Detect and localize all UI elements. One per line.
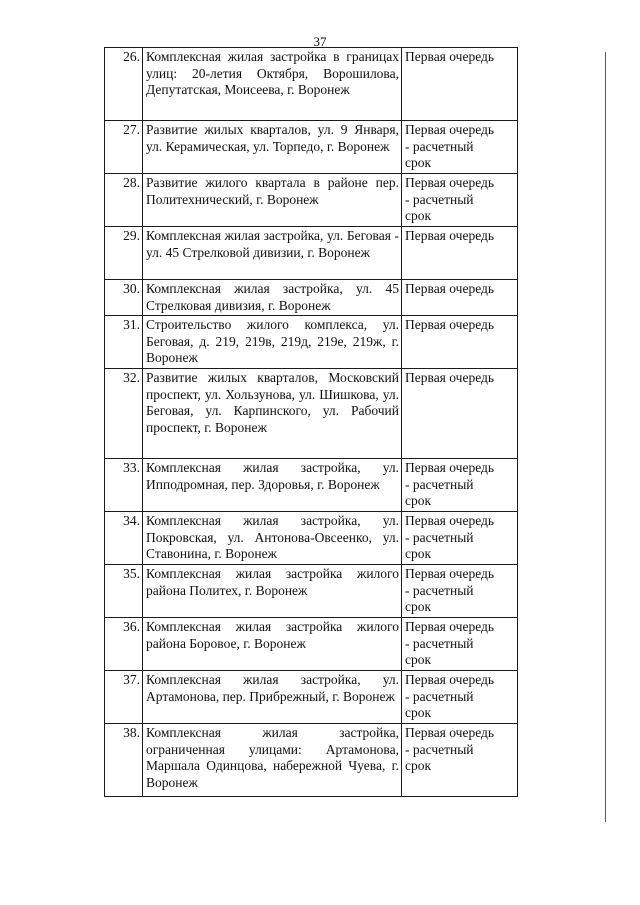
row-number: 34. (105, 512, 143, 565)
stage-line: Первая очередь (405, 725, 495, 740)
stage-line: Первая очередь (405, 513, 495, 528)
table-row (105, 724, 518, 797)
row-number: 35. (105, 565, 143, 618)
implementation-stage (402, 174, 518, 227)
row-number: 37. (105, 671, 143, 724)
stage-line: Первая очередь (405, 175, 495, 190)
project-description: Развитие жилых кварталов, ул. 9 Января, ул. Керамическая, ул. Торпедо, г. Воронеж (143, 121, 402, 174)
stage-line: - расчетный (405, 688, 474, 704)
stage-line: срок (405, 705, 432, 720)
implementation-stage (402, 121, 518, 174)
table-row (105, 174, 518, 227)
page-number: 37 (313, 34, 327, 49)
stage-line: срок (405, 652, 432, 667)
stage-line: Первая очередь (405, 460, 495, 475)
implementation-stage (402, 227, 518, 280)
project-description: Комплексная жилая застройка, ул. 45 Стрелковая дивизия, г. Воронеж (143, 280, 402, 316)
table-row (105, 671, 518, 724)
implementation-stage (402, 724, 518, 797)
row-number: 33. (105, 459, 143, 512)
project-description: Комплексная жилая застройка, ул. Артамонова, пер. Прибрежный, г. Воронеж (143, 671, 402, 724)
stage-line: - расчетный (405, 191, 474, 207)
project-description: Комплексная жилая застройка жилого района Боровое, г. Воронеж (143, 618, 402, 671)
stage-line: Первая очередь (405, 370, 495, 385)
stage-line: срок (405, 758, 432, 773)
stage-line: Первая очередь (405, 228, 495, 243)
row-number: 27. (105, 121, 143, 174)
stage-line: - расчетный (405, 138, 474, 154)
scan-edge-line (605, 52, 606, 822)
project-description: Комплексная жилая застройка в границах улиц: 20-летия Октября, Ворошилова, Депутатская, Моисеева, г. Воронеж (143, 48, 402, 121)
table-row (105, 48, 518, 121)
project-description: Комплексная жилая застройка жилого района Политех, г. Воронеж (143, 565, 402, 618)
stage-line: срок (405, 493, 432, 508)
project-description: Развитие жилых кварталов, Московский проспект, ул. Хользунова, ул. Шишкова, ул. Беговая, ул. Карпинского, ул. Рабочий проспект, г. Воронеж (143, 369, 402, 459)
row-number: 26. (105, 48, 143, 121)
stage-line: Первая очередь (405, 566, 495, 581)
project-description: Комплексная жилая застройка, ул. Ипподромная, пер. Здоровья, г. Воронеж (143, 459, 402, 512)
row-number: 36. (105, 618, 143, 671)
row-number: 29. (105, 227, 143, 280)
project-description: Комплексная жилая застройка, ул. Беговая - ул. 45 Стрелковой дивизии, г. Воронеж (143, 227, 402, 280)
implementation-stage (402, 512, 518, 565)
stage-line: Первая очередь (405, 672, 495, 687)
table-row (105, 121, 518, 174)
project-description: Комплексная жилая застройка, ограниченная улицами: Артамонова, Маршала Одинцова, набережной Чуева, г. Воронеж (143, 724, 402, 797)
stage-line: срок (405, 208, 432, 223)
stage-line: Первая очередь (405, 317, 495, 332)
stage-line: срок (405, 155, 432, 170)
stage-line: - расчетный (405, 529, 474, 545)
row-number: 30. (105, 280, 143, 316)
project-description: Строительство жилого комплекса, ул. Беговая, д. 219, 219в, 219д, 219е, 219ж, г. Воронеж (143, 316, 402, 369)
stage-line: - расчетный (405, 635, 474, 651)
stage-line: - расчетный (405, 476, 474, 492)
stage-line: Первая очередь (405, 281, 495, 296)
implementation-stage (402, 280, 518, 316)
row-number: 38. (105, 724, 143, 797)
table-row (105, 316, 518, 369)
table-row (105, 227, 518, 280)
row-number: 32. (105, 369, 143, 459)
table-row (105, 459, 518, 512)
stage-line: Первая очередь (405, 619, 495, 634)
stage-line: - расчетный (405, 741, 474, 757)
implementation-stage (402, 369, 518, 459)
row-number: 31. (105, 316, 143, 369)
table-row (105, 618, 518, 671)
table-row (105, 565, 518, 618)
stage-line: Первая очередь (405, 49, 495, 64)
construction-projects-table (104, 47, 518, 797)
implementation-stage (402, 671, 518, 724)
table-row (105, 280, 518, 316)
project-description: Развитие жилого квартала в районе пер. Политехнический, г. Воронеж (143, 174, 402, 227)
implementation-stage (402, 459, 518, 512)
stage-line: срок (405, 599, 432, 614)
stage-line: Первая очередь (405, 122, 495, 137)
stage-line: срок (405, 546, 432, 561)
implementation-stage (402, 316, 518, 369)
project-description: Комплексная жилая застройка, ул. Покровская, ул. Антонова-Овсеенко, ул. Ставонина, г. Воронеж (143, 512, 402, 565)
implementation-stage (402, 565, 518, 618)
implementation-stage (402, 48, 518, 121)
row-number: 28. (105, 174, 143, 227)
table-body (105, 48, 518, 797)
table-row (105, 369, 518, 459)
implementation-stage (402, 618, 518, 671)
table-row (105, 512, 518, 565)
stage-line: - расчетный (405, 582, 474, 598)
